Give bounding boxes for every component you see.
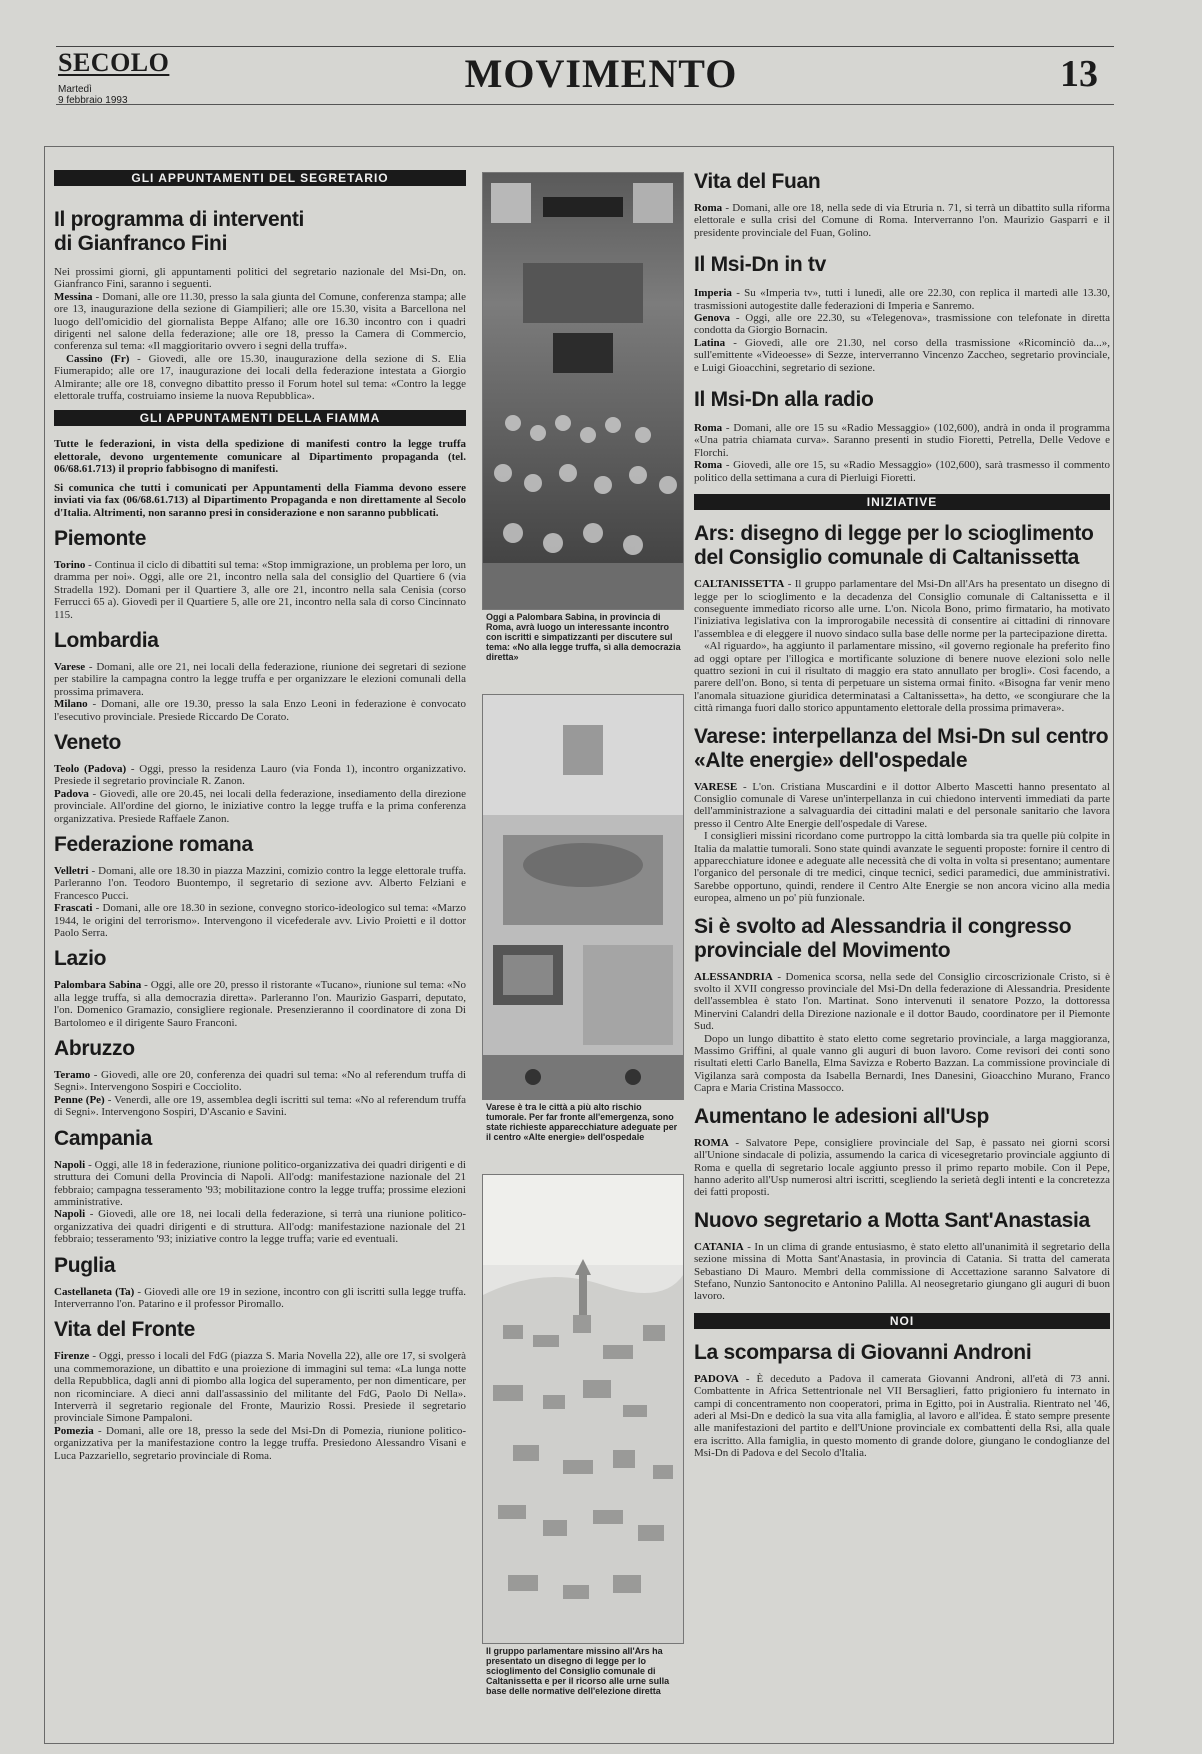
- text-padova: - Giovedì, alle ore 20.45, nei locali della federazione, insediamento della direzione provinciale. All'ordine del giorno, le iniziative contro la legge truffa e la prima conferenza organizzativa. Presiede Raffaele Zanon.: [54, 787, 466, 825]
- item-teramo: [54, 1069, 466, 1094]
- item-velletri: [54, 865, 466, 902]
- notice-manifesti: Tutte le federazioni, in vista della spedizione di manifesti contro la legge truffa elettorale, devono urgentemente comunicare al Dipartimento propaganda (tel. 06/68.61.713) il proprio fabbisogno di manifesti.: [54, 438, 466, 476]
- place-caltanissetta: CALTANISSETTA: [694, 578, 785, 591]
- item-pomezia: [54, 1425, 466, 1462]
- article-varese-1: [694, 781, 1110, 831]
- photo-assembly-image: [483, 173, 683, 609]
- article-alessandria-2: Dopo un lungo dibattito è stato eletto come segretario provinciale, a larga maggioranza, Massimo Griffini, al quale vanno gli auguri di buon lavoro. Come revisori dei conti sono risultati eletti Carlo Banella, Elma Savizza e Roberto Bazzan. La commissione provinciale di Vigilanza sarà composta da Isabella Bernardi, Ines Danesini, Gioacchino Murano, Franco Capra e Maria Cristina Massocco.: [694, 1032, 1110, 1095]
- headline-usp: Aumentano le adesioni all'Usp: [694, 1104, 990, 1128]
- text-napoli-1: - Oggi, alle 18 in federazione, riunione politico-organizzativa dei quadri dirigenti e di struttura dei Comuni della Provincia di Napoli. All'odg: manifestazione nazionale del 21 febbraio; campagna tesseramento '93; mobilitazione contro la legge truffa; prossime elezioni amministrative.: [54, 1158, 466, 1208]
- article-fini-messina: [54, 291, 466, 353]
- heading-abruzzo: Abruzzo: [54, 1037, 135, 1061]
- section-bar-fiamma: GLI APPUNTAMENTI DELLA FIAMMA: [54, 410, 466, 426]
- text-varese-1: - L'on. Cristiana Muscardini e il dottor Alberto Mascetti hanno presentato al Consiglio comunale di Varese un'interpellanza in cui chiedono interventi immediati da parte dell'amministrazione a salvaguardia dei cittadini malati e del personale sanitario che lavora presso il Centro Alte Energie dell'ospedale di Varese.: [694, 780, 1110, 830]
- photo-palombara-assembly: [482, 172, 684, 610]
- headline-motta: Nuovo segretario a Motta Sant'Anastasia: [694, 1208, 1090, 1232]
- text-usp: - Salvatore Pepe, consigliere provinciale del Sap, è passato nei giorni scorsi all'Unione sindacale di polizia, assumendo la carica di vicesegretario provinciale aggiunto di Roma e quella di segretario locale aggiunto presso il primo reparto mobile. Con il Pepe, hanno aderito all'Usp numerosi altri iscritti, scegliendo la serietà degli intenti e la concretezza dei fatti proposti.: [694, 1136, 1110, 1199]
- heading-lazio: Lazio: [54, 947, 107, 971]
- caption-varese: Varese è tra le città a più alto rischio tumorale. Per far fronte all'emergenza, sono state richieste apparecchiature adeguate per il centro «Alte energie» dell'ospedale: [486, 1102, 678, 1142]
- section-bar-segretario: GLI APPUNTAMENTI DEL SEGRETARIO: [54, 170, 466, 186]
- text-castellaneta: - Giovedì alle ore 19 in sezione, incontro con gli iscritti sulla legge truffa. Interverranno l'on. Patarino e il professor Piromallo.: [54, 1285, 466, 1310]
- text-milano: - Domani, alle ore 19.30, presso la sala Enzo Leoni in federazione è convocato l'esecutivo provinciale. Presiede Riccardo De Corato.: [54, 698, 466, 723]
- section-bar-iniziative: INIZIATIVE: [694, 494, 1110, 510]
- section-bar-noi: NOI: [694, 1313, 1110, 1329]
- text-motta: - In un clima di grande entusiasmo, è stato eletto all'unanimità il segretario della sezione missina di Motta Sant'Anastasia, in provincia di Catania. Si tratta del camerata Sebastiano Di Mauro. Membri della commissione di Accettazione saranno Salvatore di Stefano, Nunzio Santonocito e Antonino Palilla. Al neosegretario giungano gli auguri di buon lavoro.: [694, 1240, 1110, 1303]
- place-firenze: Firenze: [54, 1350, 90, 1363]
- place-pomezia: Pomezia: [54, 1424, 94, 1437]
- article-fini-cassino: [54, 353, 466, 403]
- item-napoli-2: [54, 1208, 466, 1245]
- photo-city-image: [483, 1175, 683, 1643]
- place-radio-roma-1: Roma: [694, 422, 723, 435]
- item-milano: [54, 698, 466, 723]
- text-napoli-2: - Giovedì, alle ore 18, nei locali della federazione, si terrà una riunione politico-organizzativa dei quadri dirigenti e di struttura. All'odg: manifestazione nazionale del 21 febbraio; tesseramento '93; iniziative contro la legge truffa; varie ed eventuali.: [54, 1208, 466, 1246]
- item-imperia: [694, 287, 1110, 312]
- article-fini-intro: Nei prossimi giorni, gli appuntamenti politici del segretario nazionale del Msi-Dn, on. Gianfranco Fini, saranno i seguenti.: [54, 266, 466, 291]
- heading-vita-del-fuan: Vita del Fuan: [694, 170, 821, 193]
- place-napoli-1: Napoli: [54, 1158, 86, 1171]
- headline-varese: Varese: interpellanza del Msi-Dn sul centro «Alte energie» dell'ospedale: [694, 724, 1109, 772]
- item-teolo: [54, 763, 466, 788]
- headline-alessandria: Si è svolto ad Alessandria il congresso provinciale del Movimento: [694, 914, 1072, 962]
- text-varese: - Domani, alle ore 21, nei locali della federazione, riunione dei segretari di sezione per stabilire la campagna contro la legge truffa e per organizzare le elezioni comunali della prossima primavera.: [54, 660, 466, 698]
- heading-campania: Campania: [54, 1126, 152, 1150]
- article-motta: [694, 1241, 1110, 1303]
- text-pomezia: - Domani, alle ore 18, presso la sede del Msi-Dn di Pomezia, riunione politico-organizzativa per la manifestazione contro la legge truffa. Presiedono Alessandro Visani e Luca Pazzariello, segretario provinciale di Roma.: [54, 1424, 466, 1462]
- headline-androni: La scomparsa di Giovanni Androni: [694, 1340, 1032, 1364]
- place-teolo: Teolo (Padova): [54, 762, 127, 775]
- place-frascati: Frascati: [54, 902, 93, 915]
- issue-date-text: 9 febbraio 1993: [58, 95, 128, 106]
- heading-federazione-romana: Federazione romana: [54, 833, 253, 856]
- place-padova-art: PADOVA: [694, 1372, 739, 1385]
- place-varese: Varese: [54, 660, 86, 673]
- photo-varese-hospital: [482, 694, 684, 1100]
- heading-puglia: Puglia: [54, 1253, 116, 1277]
- caption-palombara: Oggi a Palombara Sabina, in provincia di Roma, avrà luogo un interessante incontro con iscritti e simpatizzanti per discutere sul tema: «No alla legge truffa, sì alla democrazia diretta»: [486, 612, 681, 662]
- text-imperia: - Su «Imperia tv», tutti i lunedì, alle ore 22.30, con replica il martedì alle 13.30, trasmissioni autogestite dalle federazioni di Imperia e Sanremo.: [694, 287, 1110, 312]
- item-genova: [694, 312, 1110, 337]
- item-palombara: [54, 979, 466, 1029]
- text-fuan-roma: - Domani, alle ore 18, nella sede di via Etruria n. 71, si terrà un dibattito sulla riforma elettorale e sulla crisi del Comune di Roma. Interverranno l'on. Maurizio Gasparri e il presidente provinciale del Fuan, Golino.: [694, 202, 1110, 239]
- place-penne: Penne (Pe): [54, 1093, 105, 1106]
- column-left: [54, 170, 466, 1462]
- place-velletri: Velletri: [54, 865, 89, 877]
- text-latina: - Giovedì, alle ore 21.30, nel corso della trasmissione «Ricominciò da...», sull'emittente «Videoesse» di Sezze, interverranno Vincenzo Zaccheo, segretario provinciale, e Luigi Gioacchini, segretario di sezione.: [694, 336, 1110, 374]
- headline-fini: Il programma di interventi di Gianfranco Fini: [54, 208, 305, 255]
- place-messina: Messina: [54, 290, 93, 303]
- text-messina: - Domani, alle ore 11.30, presso la sala giunta del Comune, conferenza stampa; alle ore 13, inaugurazione della sezione di Giampilieri; alle ore 15.30, visita a Barcellona nel luogo dell'omicidio del giornalista Beppe Alfano; alle ore 16.30 incontro con i quadri dirigenti nel salone della federazione; alle ore 18, presso la Camera di Commercio, conferenza sul tema: «Il maggioritario ovvero i segni della truffa».: [54, 290, 466, 353]
- caption-caltanissetta: Il gruppo parlamentare missino all'Ars ha presentato un disegno di legge per lo scioglimento del Consiglio comunale di Caltanissetta e per il ricorso alle urne sulla base delle normative dell'elezione diretta: [486, 1646, 670, 1696]
- text-torino: - Continua il ciclo di dibattiti sul tema: «Stop immigrazione, un problema per loro, un dramma per noi». Oggi, alle ore 21, incontro nella sala del consiglio del Quartiere 6 (via Stradella 192). Domani per il Quartiere 3, alle ore 21, incontro nella sala Cenisia (corso Ferrucci 65 a). Giovedì per il Quartiere 5, alle ore 21, incontro nella sala di corso Cincinnato 115.: [54, 558, 466, 621]
- text-penne: - Venerdì, alle ore 19, assemblea degli iscritti sul tema: «No al referendum truffa di Segni». Intervengono Sospiri, D'Ascanio e Savini.: [54, 1093, 466, 1119]
- place-castellaneta: Castellaneta (Ta): [54, 1285, 135, 1298]
- place-latina: Latina: [694, 336, 726, 349]
- text-androni: - È deceduto a Padova il camerata Giovanni Androni, all'età di 73 anni. Combattente in Africa Settentrionale nel VII Bersaglieri, fatto prigioniero fu internato in campi di concentramento non cooperatori, prima in Egitto, poi in Australia. Rientrato nel '46, aderì al Msi-Dn e dedicò la sua vita alla famiglia, al lavoro e all'idea. È stato sempre presente alle manifestazioni del partito e dell'Unione provinciale ex combattenti della Rsi, alla quale era iscritto. Alla famiglia, in questo momento di grande dolore, giungano le condoglianze del Msi-Dn di Padova e del Secolo d'Italia.: [694, 1372, 1110, 1460]
- text-teramo: - Giovedì, alle ore 20, conferenza dei quadri sul tema: «No al referendum truffa di Segni». Intervengono Sospiri e Cocciolito.: [54, 1069, 466, 1094]
- place-catania: CATANIA: [694, 1240, 744, 1253]
- text-frascati: - Domani, alle ore 18.30 in sezione, convegno storico-ideologico sul tema: «Marzo 1944, le origini del terrorismo». Intervengono il vicefederale avv. Livio Proietti e il dottor Paolo Serra.: [54, 902, 466, 940]
- place-cassino: Cassino (Fr): [66, 352, 130, 365]
- place-varese-art: VARESE: [694, 780, 738, 793]
- heading-msi-tv: Il Msi-Dn in tv: [694, 253, 827, 277]
- item-latina: [694, 337, 1110, 374]
- text-radio-roma-2: - Giovedì, alle ore 15, su «Radio Messaggio» (102,600), sarà trasmesso il commento politico della settimana a cura di Pierluigi Fioretti.: [694, 459, 1110, 484]
- page-number: 13: [1060, 53, 1098, 95]
- text-velletri: - Domani, alle ore 18.30 in piazza Mazzini, comizio contro la legge elettorale truffa. Parleranno l'on. Teodoro Buontempo, il segretario di sezione avv. Alberto Felziani e Francesco Pucci.: [54, 865, 466, 902]
- article-androni: [694, 1373, 1110, 1460]
- item-varese: [54, 661, 466, 698]
- item-frascati: [54, 902, 466, 939]
- headline-ars: Ars: disegno di legge per lo scioglimento del Consiglio comunale di Caltanissetta: [694, 522, 1094, 570]
- article-ars-2: «Al riguardo», ha aggiunto il parlamentare missino, «il governo regionale ha preferito fino ad oggi optare per l'illogica e mortificante soluzione di benere nuove elezioni solo nelle quattro sezioni in cui il risultato di maggio era stato annullato per brogli». Così facendo, a parere dell'on. Bono, si tenta di perpetuare un sistema ormai finito. «Bisogna far venir meno l'anomala situazione giuridica determinatasi a Caltanissetta», ha detto, «e scongiurare che la città rimanga fuori dallo storico appuntamento elettorale della prossima primavera».: [694, 640, 1110, 715]
- item-penne: [54, 1094, 466, 1119]
- heading-piemonte: Piemonte: [54, 526, 147, 550]
- text-ars-1: - Il gruppo parlamentare del Msi-Dn all'Ars ha presentato un disegno di legge per lo scioglimento e la decadenza del Consiglio comunale di Caltanissetta e il conseguente immediato ricorso alle urne. L'on. Nicola Bono, primo firmatario, ha motivato l'iniziativa legislativa con la improrogabile necessità di consentire ai cittadini di rinnovare l'assemblea e di eleggere il nuovo sindaco sulla base delle norme per la partecipazione diretta.: [694, 578, 1110, 640]
- item-napoli-1: [54, 1159, 466, 1209]
- place-padova: Padova: [54, 787, 89, 800]
- item-firenze: [54, 1350, 466, 1424]
- place-alessandria: ALESSANDRIA: [694, 970, 773, 983]
- article-alessandria-1: [694, 971, 1110, 1033]
- item-padova: [54, 788, 466, 825]
- text-firenze: - Oggi, presso i locali del FdG (piazza S. Maria Novella 22), alle ore 17, si svolgerà una commemorazione, un dibattito e una proiezione di immagini sul tema: «La lunga notte della Repubblica, dagli anni di piombo alla logica del superamento, per non dimenticare, per non ricominciare. A dieci anni dall'assassinio del militante del FdG, Paolo Di Nella». Interverrà il segretario regionale del Fronte, Maurizio Rossi. Presiede il segretario provinciale Simone Pampaloni.: [54, 1350, 466, 1425]
- place-milano: Milano: [54, 698, 88, 711]
- place-radio-roma-2: Roma: [694, 459, 723, 472]
- article-usp: [694, 1137, 1110, 1199]
- heading-lombardia: Lombardia: [54, 628, 159, 652]
- photo-caltanissetta-city: [482, 1174, 684, 1644]
- article-ars-1: [694, 578, 1110, 640]
- place-palombara: Palombara Sabina: [54, 979, 142, 992]
- text-genova: - Oggi, alle ore 22.30, su «Telegenova», trasmissione con telefonate in diretta condotta da Giorgio Bornacin.: [694, 312, 1110, 337]
- item-fuan-roma: [694, 202, 1110, 239]
- place-fuan-roma: Roma: [694, 202, 723, 214]
- masthead-top-rule: [56, 46, 1114, 47]
- place-teramo: Teramo: [54, 1069, 91, 1082]
- photo-hospital-image: [483, 695, 683, 1099]
- item-radio-roma-2: [694, 459, 1110, 484]
- masthead-bottom-rule: [56, 104, 1114, 105]
- newspaper-logo: SECOLO: [58, 48, 170, 77]
- text-radio-roma-1: - Domani, alle ore 15 su «Radio Messaggio» (102,600), andrà in onda il programma «Una patria chiamata curva». Saranno presenti in studio Fioretti, Petrella, Delle Vedove e Florchi.: [694, 422, 1110, 459]
- issue-day: Martedì: [58, 84, 92, 95]
- text-palombara: - Oggi, alle ore 20, presso il ristorante «Tucano», riunione sul tema: «No alla legge truffa, sì alla democrazia diretta». Parleranno l'on. Maurizio Gasparri, deputato, l'on. Domenico Gramazio, consigliere regionale. Presenzieranno il coordinatore di zona Di Bartolomeo e il dirigente Sauro Franconi.: [54, 979, 466, 1029]
- text-teolo: - Oggi, presso la residenza Lauro (via Fonda 1), incontro organizzativo. Presiede il segretario provinciale R. Zanon.: [54, 762, 466, 788]
- place-torino: Torino: [54, 558, 86, 571]
- notice-comunicati: Si comunica che tutti i comunicati per Appuntamenti della Fiamma devono essere inviati via fax (06/68.61.713) al Dipartimento Propaganda e non direttamente al Secolo d'Italia. Altrimenti, non saranno presi in considerazione e non saranno pubblicati.: [54, 481, 466, 519]
- heading-msi-radio: Il Msi-Dn alla radio: [694, 388, 874, 412]
- item-castellaneta: [54, 1286, 466, 1311]
- column-right: [694, 170, 1110, 1460]
- item-radio-roma-1: [694, 422, 1110, 459]
- section-title: MOVIMENTO: [464, 51, 738, 96]
- place-usp-roma: ROMA: [694, 1136, 729, 1149]
- text-alessandria-1: - Domenica scorsa, nella sede del Consiglio circoscrizionale Cristo, si è svolto il XVII congresso provinciale del Msi-Dn della federazione di Alessandria. Presidente dell'assemblea è stato l'on. Martinat. Sono intervenuti il senatore Pozzo, la dottoressa Minervini Calandri della Direzione nazionale e il dottor Baudo, coordinatore per il Piemonte Sud.: [694, 970, 1110, 1033]
- article-varese-2: I consiglieri missini ricordano come purtroppo la città lombarda sia tra quelle più colpite in Italia da malattie tumorali. Sono state quindi avanzate le seguenti proposte: fornire il centro di apparecchiature idonee e adeguate alle necessità che di volta in volta si presentano; aumentare l'organico del personale di tre medici, cinque tecnici, sedici paramedici, due amministrativi. Sarebbe opportuno, quindi, rendere il Centro Alte Energie se non ancora vicino alla media europea, almeno un po' più funzionale.: [694, 830, 1110, 905]
- place-napoli-2: Napoli: [54, 1208, 86, 1221]
- heading-veneto: Veneto: [54, 730, 122, 754]
- item-torino: [54, 559, 466, 621]
- place-genova: Genova: [694, 312, 731, 325]
- text-cassino: - Giovedì, alle ore 15.30, inaugurazione della sezione di S. Elia Fiumerapido; alle ore 17, inaugurazione dei locali della federazione intestata a Giorgio Almirante; alle ore 18, convegno dibattito presso il Forum hotel sul tema: «Contro la legge elettorale truffa, costruiamo insieme la nuova Repubblica».: [54, 352, 467, 403]
- heading-vita-del-fronte: Vita del Fronte: [54, 1318, 195, 1342]
- place-imperia: Imperia: [694, 287, 732, 300]
